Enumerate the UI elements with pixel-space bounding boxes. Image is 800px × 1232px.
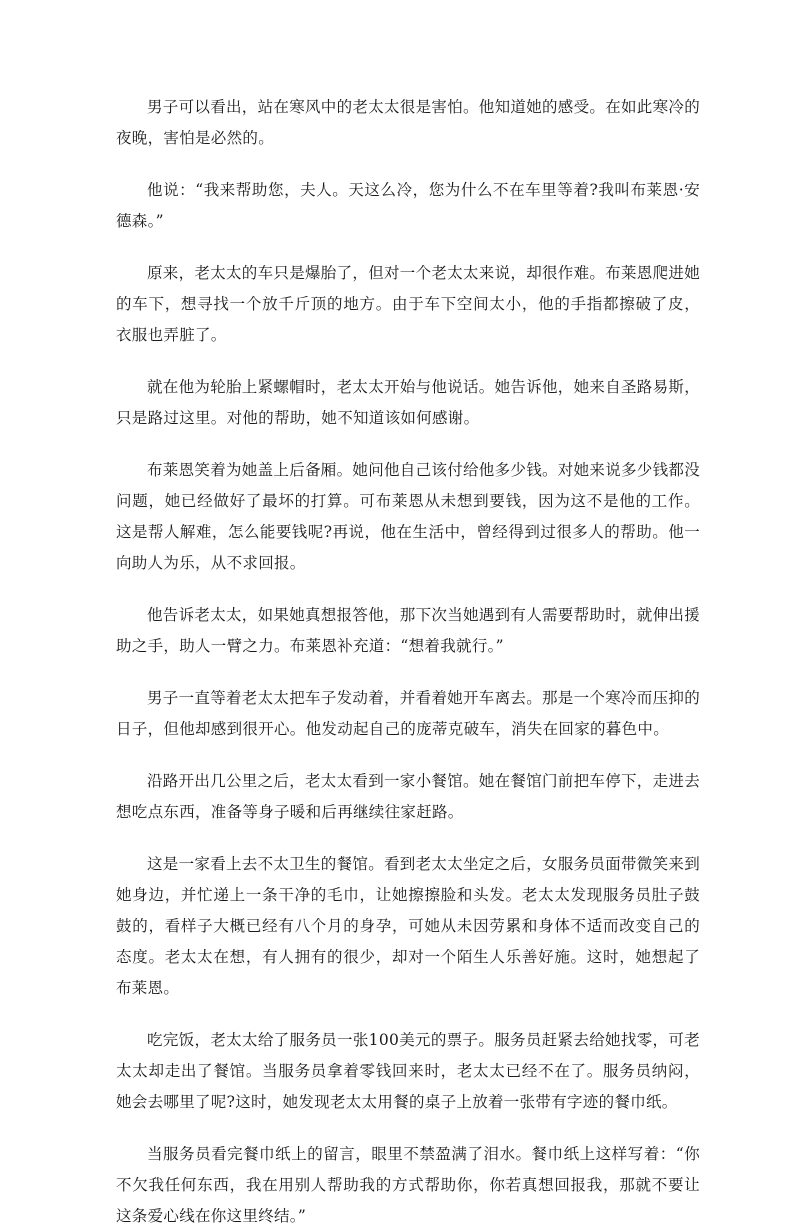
paragraph-9: 这是一家看上去不太卫生的餐馆。看到老太太坐定之后，女服务员面带微笑来到她身边，并忙递上一条干净的毛巾，让她擦擦脸和头发。老太太发现服务员肚子鼓鼓的，看样子大概已经有八个月的身孕，可她从未因劳累和身体不适而改变自己的态度。老太太在想，有人拥有的很少，却对一个陌生人乐善好施。这时，她想起了布莱恩。 — [116, 855, 701, 997]
paragraph-5: 布莱恩笑着为她盖上后备厢。她问他自己该付给他多少钱。对她来说多少钱都没问题，她已经做好了最坏的打算。可布莱恩从未想到要钱，因为这不是他的工作。这是帮人解难，怎么能要钱呢?再说，他在生活中，曾经得到过很多人的帮助。他一向助人为乐，从不求回报。 — [116, 461, 701, 572]
paragraph-10: 吃完饭，老太太给了服务员一张100美元的票子。服务员赶紧去给她找零，可老太太却走出了餐馆。当服务员拿着零钱回来时，老太太已经不在了。服务员纳闷，她会去哪里了呢?这时，她发现老太太用餐的桌子上放着一张带有字迹的餐巾纸。 — [116, 1031, 700, 1111]
paragraph-4: 就在他为轮胎上紧螺帽时，老太太开始与他说话。她告诉他，她来自圣路易斯，只是路过这里。对他的帮助，她不知道该如何感谢。 — [116, 378, 701, 427]
paragraph-11: 当服务员看完餐巾纸上的留言，眼里不禁盈满了泪水。餐巾纸上这样写着：“你不欠我任何东西，我在用别人帮助我的方式帮助你，你若真想回报我，那就不要让这条爱心线在你这里终结。” — [116, 1145, 700, 1225]
paragraph-8: 沿路开出几公里之后，老太太看到一家小餐馆。她在餐馆门前把车停下，走进去想吃点东西，准备等身子暖和后再继续往家赶路。 — [116, 772, 701, 821]
paragraph-6: 他告诉老太太，如果她真想报答他，那下次当她遇到有人需要帮助时，就伸出援助之手，助人一臂之力。布莱恩补充道：“想着我就行。” — [116, 606, 701, 655]
paragraph-2: 他说：“我来帮助您，夫人。天这么冷，您为什么不在车里等着?我叫布莱恩·安德森。” — [116, 181, 700, 230]
paragraph-7: 男子一直等着老太太把车子发动着，并看着她开车离去。那是一个寒冷而压抑的日子，但他却感到很开心。他发动起自己的庞蒂克破车，消失在回家的暮色中。 — [116, 689, 701, 738]
paragraph-1: 男子可以看出，站在寒风中的老太太很是害怕。他知道她的感受。在如此寒冷的夜晚，害怕是必然的。 — [116, 98, 701, 147]
article-body — [116, 92, 700, 1232]
paragraph-3: 原来，老太太的车只是爆胎了，但对一个老太太来说，却很作难。布莱恩爬进她的车下，想寻找一个放千斤顶的地方。由于车下空间太小，他的手指都擦破了皮，衣服也弄脏了。 — [116, 264, 701, 344]
